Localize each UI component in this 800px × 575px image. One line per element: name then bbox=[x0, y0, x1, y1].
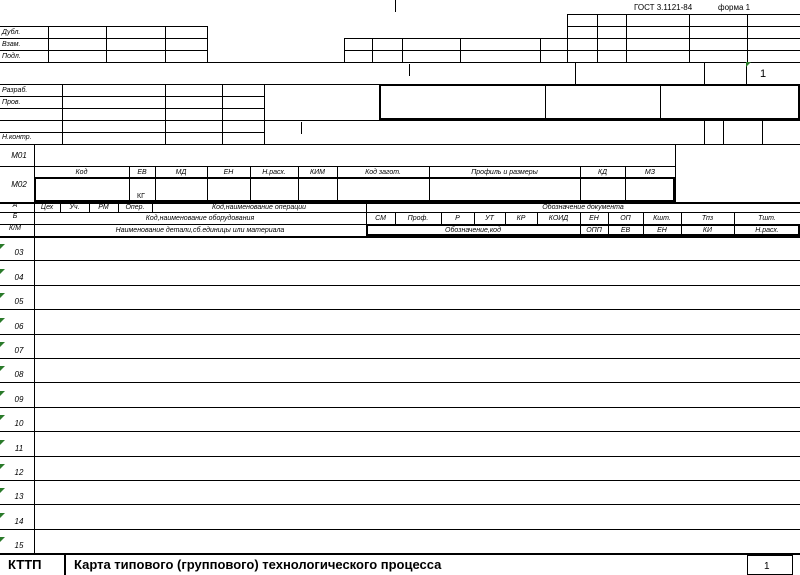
row-line bbox=[0, 260, 800, 261]
a-uch: Уч. bbox=[69, 204, 80, 211]
vzam-label: Взам. bbox=[2, 41, 21, 48]
row-marker bbox=[0, 415, 5, 420]
footer-page-box bbox=[747, 555, 793, 575]
row-number: 07 bbox=[14, 346, 24, 355]
km-opp: ОПП bbox=[586, 227, 602, 234]
corner-marker bbox=[746, 62, 751, 67]
m02-kod: Код bbox=[75, 169, 88, 176]
row-line bbox=[0, 382, 800, 383]
razrab-label: Разраб. bbox=[2, 87, 28, 94]
a-oboznach: Обозначение документа bbox=[542, 204, 624, 211]
a-ceh: Цех bbox=[40, 204, 54, 211]
m02-en: ЕН bbox=[223, 169, 234, 176]
m02-ev: ЕВ bbox=[137, 169, 147, 176]
km-ki: КИ bbox=[702, 227, 713, 234]
b-prof: Проф. bbox=[407, 215, 429, 222]
row-number: 04 bbox=[14, 273, 24, 282]
row-line bbox=[0, 407, 800, 408]
b-ksht: Кшт. bbox=[653, 215, 671, 222]
km-naim: Наименование детали,сб.единицы или материала bbox=[115, 227, 285, 234]
row-marker bbox=[0, 269, 5, 274]
row-line bbox=[0, 456, 800, 457]
row-marker bbox=[0, 440, 5, 445]
m02-kodzagot: Код загот. bbox=[365, 169, 401, 176]
b-tsht: Тшт. bbox=[758, 215, 776, 222]
row-marker bbox=[0, 464, 5, 469]
row-line bbox=[0, 480, 800, 481]
b-en: ЕН bbox=[589, 215, 599, 222]
m02-md: МД bbox=[175, 169, 187, 176]
km-nrash: Н.расх. bbox=[755, 227, 779, 234]
row-marker bbox=[0, 488, 5, 493]
b-ut: УТ bbox=[485, 215, 494, 222]
form-label: форма 1 bbox=[718, 3, 751, 12]
m02-label: М02 bbox=[11, 180, 27, 189]
footer-title: Карта типового (группового) технологического процесса bbox=[74, 557, 442, 572]
row-number: 10 bbox=[14, 419, 24, 428]
sheet-number: 1 bbox=[760, 68, 767, 80]
row-line bbox=[0, 285, 800, 286]
a-oper: Опер. bbox=[125, 204, 145, 211]
row-marker bbox=[0, 391, 5, 396]
row-line bbox=[0, 504, 800, 505]
title-box bbox=[379, 84, 800, 120]
podl-label: Подл. bbox=[2, 53, 21, 60]
row-marker bbox=[0, 244, 5, 249]
row-marker bbox=[0, 318, 5, 323]
b-kr: КР bbox=[516, 215, 526, 222]
row-number: 14 bbox=[14, 517, 24, 526]
row-number: 05 bbox=[14, 297, 24, 306]
m02-profil: Профиль и размеры bbox=[471, 169, 538, 176]
m02-mz: МЗ bbox=[644, 169, 656, 176]
km-ev: ЕВ bbox=[620, 227, 631, 234]
row-number: 06 bbox=[14, 322, 24, 331]
row-km-label: К/М bbox=[9, 225, 21, 232]
b-koid: КОИД bbox=[548, 215, 569, 222]
row-line bbox=[0, 529, 800, 530]
footer-page: 1 bbox=[764, 561, 770, 572]
row-number: 15 bbox=[14, 541, 24, 550]
row-line bbox=[0, 334, 800, 335]
row-a-label: А bbox=[12, 202, 18, 209]
km-oboznach: Обозначение,код bbox=[445, 227, 501, 234]
m02-kim: КИМ bbox=[310, 169, 325, 176]
nkontr-label: Н.контр. bbox=[2, 134, 32, 141]
dubl-label: Дубл. bbox=[2, 29, 21, 36]
row-number: 03 bbox=[14, 248, 24, 257]
row-number: 12 bbox=[14, 468, 24, 477]
a-rm: РМ bbox=[98, 204, 109, 211]
b-r: Р bbox=[455, 215, 460, 222]
row-line bbox=[0, 309, 800, 310]
b-kodoborud: Код,наименование оборудования bbox=[145, 215, 255, 222]
row-marker bbox=[0, 293, 5, 298]
top-tick bbox=[395, 0, 396, 12]
row-marker bbox=[0, 537, 5, 542]
row-marker bbox=[0, 513, 5, 518]
row-line bbox=[0, 358, 800, 359]
a-kodoper: Код,наименование операции bbox=[211, 204, 307, 211]
m02-unit: КГ bbox=[137, 193, 145, 200]
row-number: 13 bbox=[14, 492, 24, 501]
km-en: ЕН bbox=[657, 227, 667, 234]
prov-label: Пров. bbox=[2, 99, 21, 106]
row-b-label: Б bbox=[12, 213, 18, 220]
m02-kd: КД bbox=[597, 169, 608, 176]
m01-label: М01 bbox=[11, 151, 27, 160]
row-number: 11 bbox=[14, 444, 24, 453]
gost-label: ГОСТ 3.1121-84 bbox=[634, 3, 693, 12]
row-marker bbox=[0, 342, 5, 347]
b-sm: СМ bbox=[375, 215, 386, 222]
row-marker bbox=[0, 366, 5, 371]
m02-nrash: Н.расх. bbox=[262, 169, 286, 176]
row-line bbox=[0, 431, 800, 432]
footer-code: КТТП bbox=[8, 557, 42, 572]
row-number: 08 bbox=[14, 370, 24, 379]
b-tpz: Тпз bbox=[701, 215, 714, 222]
b-op: ОП bbox=[620, 215, 631, 222]
row-number: 09 bbox=[14, 395, 24, 404]
